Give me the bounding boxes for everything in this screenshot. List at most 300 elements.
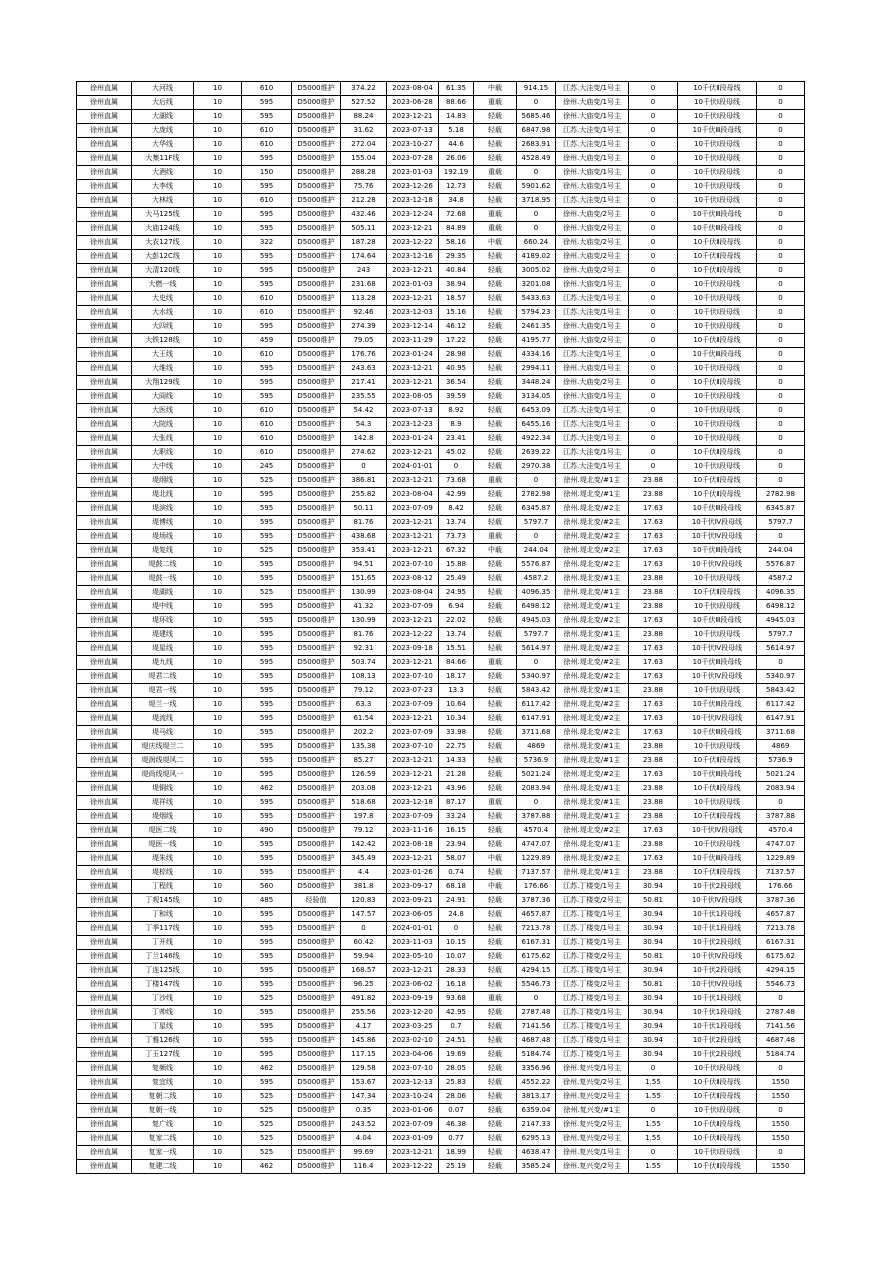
table-cell: 10 — [194, 796, 242, 810]
table-cell: 28.06 — [439, 1090, 474, 1104]
table-cell: 10千伏Ⅱ段母线 — [678, 250, 757, 264]
table-cell: D5000维护 — [292, 1048, 341, 1062]
table-cell: 39.59 — [439, 390, 474, 404]
table-cell: 147.57 — [341, 908, 387, 922]
table-cell: 1550 — [757, 1076, 805, 1090]
table-cell: 10千伏Ⅰ段母线 — [678, 432, 757, 446]
table-cell: 徐州直属 — [77, 1020, 132, 1034]
table-cell: 4945.03 — [757, 614, 805, 628]
table-cell: 徐州直属 — [77, 1048, 132, 1062]
table-cell: 徐州直属 — [77, 348, 132, 362]
table-cell: 轻载 — [474, 600, 517, 614]
table-row — [77, 768, 805, 782]
table-cell: 徐州直属 — [77, 796, 132, 810]
table-cell: 10千伏Ⅲ段母线 — [678, 208, 757, 222]
table-cell: 徐州.复兴变/1号主 — [556, 1062, 629, 1076]
table-row — [77, 446, 805, 460]
table-cell: 10千伏Ⅱ段母线 — [678, 1118, 757, 1132]
table-cell: 10千伏Ⅱ段母线 — [678, 334, 757, 348]
table-cell: 轻载 — [474, 306, 517, 320]
table-cell: 438.68 — [341, 530, 387, 544]
table-cell: 徐州直属 — [77, 236, 132, 250]
table-cell: 堤君二线 — [132, 670, 194, 684]
table-cell: 2023-12-21 — [387, 110, 439, 124]
table-cell: 0.74 — [439, 866, 474, 880]
table-cell: 3813.17 — [517, 1090, 556, 1104]
table-cell: 2023-01-09 — [387, 1132, 439, 1146]
table-cell: 10千伏Ⅱ段母线 — [678, 236, 757, 250]
table-cell: 徐州直属 — [77, 180, 132, 194]
table-cell: 复朝二线 — [132, 1090, 194, 1104]
table-cell: 10千伏1段母线 — [678, 1006, 757, 1020]
table-cell: 大林线 — [132, 194, 194, 208]
table-cell: 50.81 — [629, 894, 678, 908]
table-cell: 4657.87 — [517, 908, 556, 922]
table-cell: 5546.73 — [757, 978, 805, 992]
table-cell: 4869 — [517, 740, 556, 754]
table-cell: 0 — [629, 446, 678, 460]
table-cell: 徐州.复兴变/1号主 — [556, 1146, 629, 1160]
table-cell: 30.94 — [629, 992, 678, 1006]
table-cell: 0 — [629, 236, 678, 250]
table-cell: 10 — [194, 558, 242, 572]
table-cell: 大湖线 — [132, 110, 194, 124]
table-cell: 10千伏Ⅰ段母线 — [678, 684, 757, 698]
table-row — [77, 264, 805, 278]
table-cell: D5000维护 — [292, 950, 341, 964]
table-cell: 丁连125线 — [132, 964, 194, 978]
table-cell: 10千伏Ⅰ段母线 — [678, 278, 757, 292]
table-cell: 244.04 — [757, 544, 805, 558]
table-cell: 堤复线 — [132, 544, 194, 558]
table-cell: 23.88 — [629, 740, 678, 754]
table-cell: 54.3 — [341, 418, 387, 432]
table-cell: 68.18 — [439, 880, 474, 894]
table-cell: 徐州.复兴变/2号主 — [556, 1160, 629, 1174]
table-cell: 10 — [194, 628, 242, 642]
table-cell: 徐州直属 — [77, 712, 132, 726]
table-cell: 堤建线 — [132, 628, 194, 642]
table-cell: 2023-12-21 — [387, 754, 439, 768]
table-cell: 轻载 — [474, 376, 517, 390]
table-cell: 重载 — [474, 992, 517, 1006]
table-cell: 3711.68 — [517, 726, 556, 740]
table-cell: 595 — [242, 656, 292, 670]
table-cell: D5000维护 — [292, 432, 341, 446]
table-cell: 5546.73 — [517, 978, 556, 992]
table-cell: 22.75 — [439, 740, 474, 754]
table-cell: 610 — [242, 306, 292, 320]
table-cell: 23.88 — [629, 488, 678, 502]
table-cell: 5736.9 — [757, 754, 805, 768]
table-cell: 徐州.堤北变/#1主 — [556, 740, 629, 754]
table-cell: 徐州直属 — [77, 278, 132, 292]
table-cell: D5000维护 — [292, 642, 341, 656]
table-cell: 1550 — [757, 1132, 805, 1146]
table-cell: D5000维护 — [292, 446, 341, 460]
table-cell: 徐州直属 — [77, 334, 132, 348]
table-cell: 徐州直属 — [77, 1104, 132, 1118]
table-cell: 轻载 — [474, 740, 517, 754]
table-cell: 10 — [194, 432, 242, 446]
table-cell: 595 — [242, 936, 292, 950]
table-cell: 堤润线堤风二 — [132, 754, 194, 768]
table-cell: 徐州.堤北变/#1主 — [556, 628, 629, 642]
table-row — [77, 1146, 805, 1160]
table-cell: 10千伏Ⅳ段母线 — [678, 950, 757, 964]
table-cell: 0 — [629, 376, 678, 390]
table-cell: 堤湖线 — [132, 586, 194, 600]
table-cell: 徐州.复兴变/#1主 — [556, 1104, 629, 1118]
table-cell: 6175.62 — [517, 950, 556, 964]
table-cell: 58.07 — [439, 852, 474, 866]
table-cell: 10 — [194, 1160, 242, 1174]
table-cell: D5000维护 — [292, 586, 341, 600]
table-cell: 徐州直属 — [77, 418, 132, 432]
table-cell: 堤鼓一线 — [132, 572, 194, 586]
table-cell: 中载 — [474, 544, 517, 558]
table-cell: 复家二线 — [132, 1132, 194, 1146]
table-cell: 5184.74 — [757, 1048, 805, 1062]
table-cell: 1550 — [757, 1090, 805, 1104]
table-cell: 31.62 — [341, 124, 387, 138]
table-cell: 595 — [242, 964, 292, 978]
table-cell: 2023-08-05 — [387, 390, 439, 404]
table-cell: 3718.95 — [517, 194, 556, 208]
table-cell: 复建二线 — [132, 1160, 194, 1174]
table-cell: 108.13 — [341, 670, 387, 684]
table-cell: 3711.68 — [757, 726, 805, 740]
table-cell: 374.22 — [341, 82, 387, 96]
table-cell: 2023-08-04 — [387, 586, 439, 600]
table-cell: 595 — [242, 250, 292, 264]
table-cell: 2023-07-09 — [387, 502, 439, 516]
table-cell: 386.81 — [341, 474, 387, 488]
table-cell: 4657.87 — [757, 908, 805, 922]
table-cell: 50.11 — [341, 502, 387, 516]
table-cell: 0 — [757, 432, 805, 446]
table-cell: 徐州直属 — [77, 166, 132, 180]
table-cell: 17.63 — [629, 698, 678, 712]
table-cell: 150 — [242, 166, 292, 180]
table-cell: D5000维护 — [292, 166, 341, 180]
table-row — [77, 684, 805, 698]
table-cell: 徐州直属 — [77, 1160, 132, 1174]
table-cell: 595 — [242, 670, 292, 684]
table-cell: 2023-08-04 — [387, 82, 439, 96]
table-cell: 10 — [194, 390, 242, 404]
table-cell: 26.06 — [439, 152, 474, 166]
table-cell: 6455.16 — [517, 418, 556, 432]
table-cell: 30.94 — [629, 1020, 678, 1034]
table-cell: 中载 — [474, 880, 517, 894]
table-cell: 10千伏2段母线 — [678, 1034, 757, 1048]
table-cell: 江苏.丁楼变/1号主 — [556, 880, 629, 894]
table-cell: 595 — [242, 96, 292, 110]
table-cell: 丁观145线 — [132, 894, 194, 908]
table-cell: 丁帅线 — [132, 1006, 194, 1020]
table-cell: 轻载 — [474, 278, 517, 292]
table-cell: 江苏.丁楼变/1号主 — [556, 1048, 629, 1062]
table-cell: 10千伏Ⅰ段母线 — [678, 1104, 757, 1118]
table-cell: 0 — [629, 418, 678, 432]
table-cell: 2023-12-21 — [387, 656, 439, 670]
table-cell: 2023-09-18 — [387, 642, 439, 656]
table-cell: 595 — [242, 110, 292, 124]
table-cell: 120.83 — [341, 894, 387, 908]
table-cell: 0 — [757, 992, 805, 1006]
table-cell: 274.62 — [341, 446, 387, 460]
table-cell: 381.8 — [341, 880, 387, 894]
table-cell: 116.4 — [341, 1160, 387, 1174]
table-cell: 徐州直属 — [77, 1062, 132, 1076]
table-cell: 595 — [242, 810, 292, 824]
table-cell: D5000维护 — [292, 1160, 341, 1174]
table-cell: 轻载 — [474, 320, 517, 334]
table-cell: 23.88 — [629, 754, 678, 768]
table-cell: 轻载 — [474, 180, 517, 194]
table-cell: D5000维护 — [292, 866, 341, 880]
table-cell: 江苏.大洼变/1号主 — [556, 292, 629, 306]
table-cell: 10千伏Ⅱ段母线 — [678, 810, 757, 824]
table-cell: 23.88 — [629, 866, 678, 880]
table-cell: 轻载 — [474, 1146, 517, 1160]
table-cell: D5000维护 — [292, 516, 341, 530]
table-cell: 重载 — [474, 96, 517, 110]
table-cell: 复广线 — [132, 1118, 194, 1132]
table-cell: 0 — [757, 82, 805, 96]
table-cell: 江苏.大洼变/1号主 — [556, 348, 629, 362]
table-cell: 3448.24 — [517, 376, 556, 390]
table-cell: 595 — [242, 712, 292, 726]
table-cell: 243 — [341, 264, 387, 278]
table-cell: 堤中线 — [132, 600, 194, 614]
table-cell: 轻载 — [474, 558, 517, 572]
table-cell: 轻载 — [474, 138, 517, 152]
table-cell: 0.77 — [439, 1132, 474, 1146]
table-cell: 4.4 — [341, 866, 387, 880]
table-cell: 10千伏Ⅰ段母线 — [678, 404, 757, 418]
table-cell: 595 — [242, 1048, 292, 1062]
table-cell: 4638.47 — [517, 1146, 556, 1160]
table-cell: 46.38 — [439, 1118, 474, 1132]
table-row — [77, 152, 805, 166]
table-cell: 36.54 — [439, 376, 474, 390]
table-cell: D5000维护 — [292, 320, 341, 334]
table-row — [77, 838, 805, 852]
table-cell: 10千伏Ⅲ段母线 — [678, 348, 757, 362]
table-cell: 5794.23 — [517, 306, 556, 320]
table-cell: 徐州.堤北变/#1主 — [556, 684, 629, 698]
table-cell: 2023-07-09 — [387, 600, 439, 614]
table-cell: 202.2 — [341, 726, 387, 740]
table-row — [77, 1132, 805, 1146]
table-row — [77, 82, 805, 96]
table-cell: 2023-09-17 — [387, 880, 439, 894]
table-cell: 10 — [194, 278, 242, 292]
table-row — [77, 376, 805, 390]
table-cell: 轻载 — [474, 572, 517, 586]
table-cell: 25.49 — [439, 572, 474, 586]
table-cell: 610 — [242, 404, 292, 418]
table-cell: 轻载 — [474, 1048, 517, 1062]
table-row — [77, 530, 805, 544]
table-cell: 40.95 — [439, 362, 474, 376]
table-cell: 79.12 — [341, 684, 387, 698]
table-cell: 84.66 — [439, 656, 474, 670]
table-cell: 10千伏Ⅰ段母线 — [678, 96, 757, 110]
table-cell: 10千伏Ⅲ段母线 — [678, 656, 757, 670]
table-cell: 6345.87 — [757, 502, 805, 516]
table-cell: D5000维护 — [292, 810, 341, 824]
table-cell: 192.19 — [439, 166, 474, 180]
table-cell: 353.41 — [341, 544, 387, 558]
table-row — [77, 978, 805, 992]
table-cell: 4.17 — [341, 1020, 387, 1034]
table-cell: 轻载 — [474, 110, 517, 124]
table-cell: 复朝一线 — [132, 1104, 194, 1118]
table-cell: 4570.4 — [757, 824, 805, 838]
table-row — [77, 964, 805, 978]
table-cell: D5000维护 — [292, 1020, 341, 1034]
table-cell: 2023-11-16 — [387, 824, 439, 838]
table-cell: 轻载 — [474, 712, 517, 726]
table-cell: 2147.33 — [517, 1118, 556, 1132]
table-cell: 徐州直属 — [77, 124, 132, 138]
table-cell: 轻载 — [474, 726, 517, 740]
table-cell: D5000维护 — [292, 978, 341, 992]
table-cell: 轻载 — [474, 964, 517, 978]
table-cell: 23.88 — [629, 684, 678, 698]
table-cell: 10千伏Ⅲ段母线 — [678, 544, 757, 558]
table-cell: 徐州直属 — [77, 880, 132, 894]
table-cell: 江苏.丁楼变/2号主 — [556, 950, 629, 964]
table-cell: 10千伏Ⅱ段母线 — [678, 264, 757, 278]
table-cell: D5000维护 — [292, 852, 341, 866]
table-cell: 徐州.堤北变/#2主 — [556, 656, 629, 670]
table-cell: 6295.13 — [517, 1132, 556, 1146]
table-cell: 17.63 — [629, 656, 678, 670]
table-cell: 10 — [194, 824, 242, 838]
table-cell: 595 — [242, 1020, 292, 1034]
table-cell: 大中线 — [132, 460, 194, 474]
table-cell: 徐州直属 — [77, 656, 132, 670]
table-cell: 10 — [194, 530, 242, 544]
table-cell: 8.42 — [439, 502, 474, 516]
table-cell: 徐州.大庙变/2号主 — [556, 208, 629, 222]
table-cell: 轻载 — [474, 950, 517, 964]
table-cell: 10 — [194, 1146, 242, 1160]
table-cell: 7137.57 — [517, 866, 556, 880]
table-cell: 10 — [194, 1090, 242, 1104]
table-cell: 129.58 — [341, 1062, 387, 1076]
table-row — [77, 1006, 805, 1020]
table-cell: 重载 — [474, 474, 517, 488]
table-cell: 徐州.堤北变/#2主 — [556, 768, 629, 782]
table-cell: D5000维护 — [292, 880, 341, 894]
table-cell: 30.94 — [629, 1006, 678, 1020]
table-cell: 595 — [242, 1034, 292, 1048]
table-cell: 轻载 — [474, 502, 517, 516]
table-cell: 徐州.大庙变/2号主 — [556, 236, 629, 250]
table-cell: 徐州直属 — [77, 572, 132, 586]
table-cell: 0 — [517, 474, 556, 488]
table-cell: 10千伏2段母线 — [678, 1048, 757, 1062]
table-cell: 徐州.堤北变/#2主 — [556, 544, 629, 558]
table-cell: 轻载 — [474, 348, 517, 362]
table-cell: 2023-01-06 — [387, 1104, 439, 1118]
table-cell: 轻载 — [474, 1160, 517, 1174]
table-cell: D5000维护 — [292, 138, 341, 152]
table-cell: 0 — [629, 166, 678, 180]
table-cell: 17.63 — [629, 824, 678, 838]
table-cell: 24.95 — [439, 586, 474, 600]
table-cell: 2083.94 — [517, 782, 556, 796]
table-cell: 10 — [194, 264, 242, 278]
table-cell: 大水线 — [132, 306, 194, 320]
table-cell: 10 — [194, 1020, 242, 1034]
table-cell: 10千伏Ⅲ段母线 — [678, 726, 757, 740]
table-cell: D5000维护 — [292, 1118, 341, 1132]
table-cell: 13.74 — [439, 628, 474, 642]
table-cell: 117.15 — [341, 1048, 387, 1062]
table-cell: 丁程线 — [132, 880, 194, 894]
table-cell: 江苏.大洼变/1号主 — [556, 418, 629, 432]
table-cell: 徐州直属 — [77, 376, 132, 390]
table-cell: 大王线 — [132, 348, 194, 362]
table-cell: 0 — [757, 1062, 805, 1076]
table-cell: 10千伏Ⅱ段母线 — [678, 474, 757, 488]
table-cell: 2023-12-21 — [387, 782, 439, 796]
table-cell: 0 — [629, 264, 678, 278]
table-cell: 5576.87 — [757, 558, 805, 572]
table-cell: 6167.31 — [757, 936, 805, 950]
table-cell: 2023-12-21 — [387, 446, 439, 460]
table-cell: 大阎线 — [132, 390, 194, 404]
table-cell: 322 — [242, 236, 292, 250]
table-cell: 轻载 — [474, 418, 517, 432]
table-cell: 2023-12-21 — [387, 474, 439, 488]
table-cell: D5000维护 — [292, 712, 341, 726]
table-cell: 10 — [194, 1118, 242, 1132]
table-cell: 23.88 — [629, 586, 678, 600]
table-cell: 23.88 — [629, 628, 678, 642]
table-cell: 10千伏Ⅰ段母线 — [678, 600, 757, 614]
table-cell: 595 — [242, 754, 292, 768]
table-cell: 堤棕线 — [132, 866, 194, 880]
table-cell: 10 — [194, 768, 242, 782]
table-cell: 525 — [242, 1146, 292, 1160]
table-cell: 徐州直属 — [77, 446, 132, 460]
table-row — [77, 348, 805, 362]
table-cell: 2023-10-27 — [387, 138, 439, 152]
table-cell: 10千伏Ⅲ段母线 — [678, 614, 757, 628]
table-cell: 93.68 — [439, 992, 474, 1006]
table-cell: 徐州.大庙变/2号主 — [556, 334, 629, 348]
table-cell: 50.81 — [629, 950, 678, 964]
table-cell: 江苏.大洼变/1号主 — [556, 124, 629, 138]
table-cell: 徐州直属 — [77, 1006, 132, 1020]
table-cell: 432.46 — [341, 208, 387, 222]
table-cell: 徐州直属 — [77, 390, 132, 404]
table-cell: 5901.62 — [517, 180, 556, 194]
table-cell: 23.88 — [629, 796, 678, 810]
table-cell: 75.76 — [341, 180, 387, 194]
table-cell: 10 — [194, 124, 242, 138]
table-cell: 10 — [194, 1048, 242, 1062]
table-cell: 30.94 — [629, 1034, 678, 1048]
table-cell: 10 — [194, 362, 242, 376]
